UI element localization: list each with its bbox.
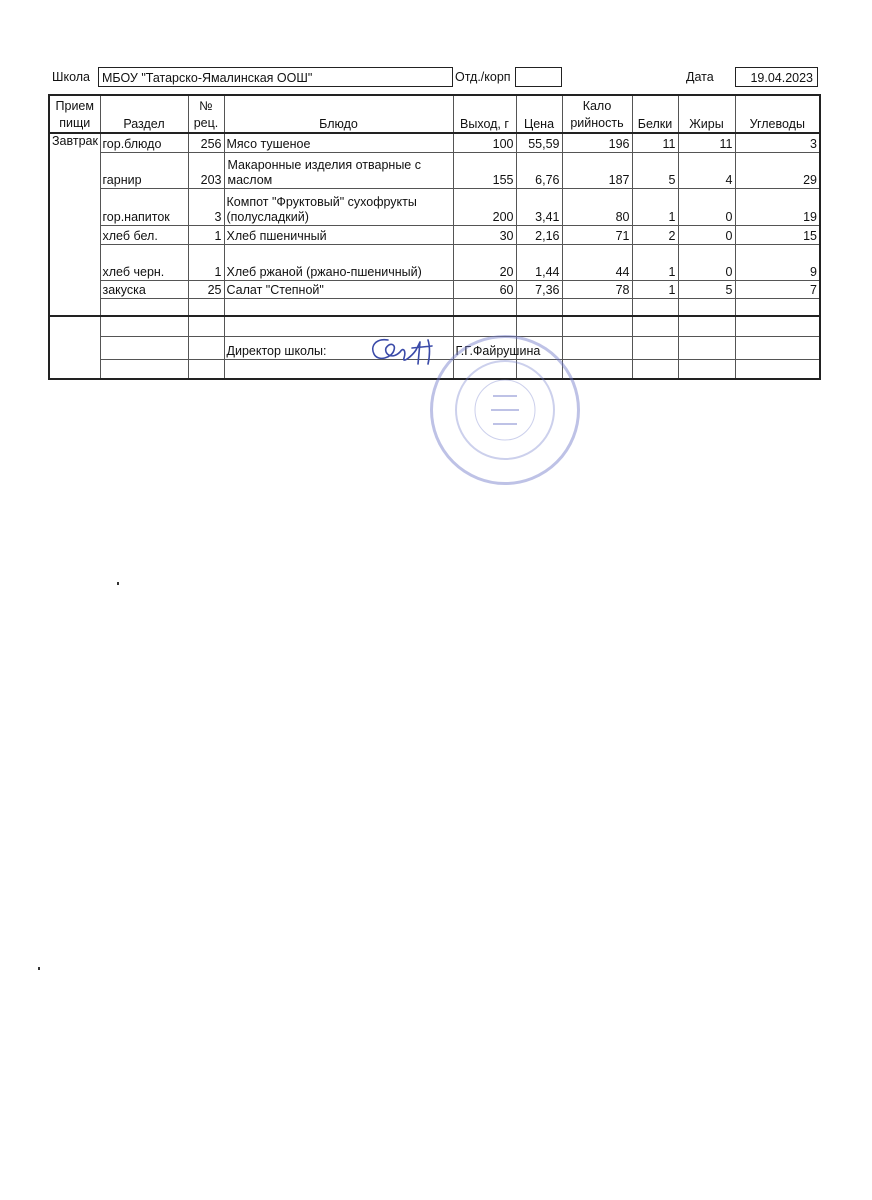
table-row <box>49 280 820 298</box>
school-stamp <box>430 335 580 485</box>
col-header-dish: Блюдо <box>224 95 453 133</box>
scan-speck <box>38 967 40 970</box>
col-header-price: Цена <box>516 95 562 133</box>
price-cell: 55,59 <box>516 133 562 152</box>
col-header-rec: № рец. <box>188 95 224 133</box>
col-header-section: Раздел <box>100 95 188 133</box>
price-cell: 7,36 <box>516 280 562 298</box>
table-header-row <box>49 95 820 133</box>
date-label: Дата <box>686 70 714 84</box>
footer-meal-cell <box>49 316 100 379</box>
rec-cell: 203 <box>188 152 224 188</box>
rec-cell: 3 <box>188 188 224 225</box>
director-label: Директор школы: <box>224 336 453 359</box>
table-row-empty <box>49 298 820 316</box>
table-row <box>49 188 820 225</box>
yield-cell: 20 <box>453 244 516 280</box>
col-header-carbs: Углеводы <box>735 95 820 133</box>
fat-cell: 0 <box>678 225 735 244</box>
protein-cell: 1 <box>632 188 678 225</box>
calories-cell: 44 <box>562 244 632 280</box>
signature-icon <box>366 334 446 368</box>
section-cell: гор.блюдо <box>100 133 188 152</box>
fat-cell: 4 <box>678 152 735 188</box>
calories-cell: 80 <box>562 188 632 225</box>
calories-cell: 196 <box>562 133 632 152</box>
carbs-cell: 19 <box>735 188 820 225</box>
carbs-cell: 3 <box>735 133 820 152</box>
rec-cell: 25 <box>188 280 224 298</box>
price-cell: 1,44 <box>516 244 562 280</box>
fat-cell: 11 <box>678 133 735 152</box>
fat-cell: 0 <box>678 244 735 280</box>
yield-cell: 100 <box>453 133 516 152</box>
col-header-yield: Выход, г <box>453 95 516 133</box>
dept-label: Отд./корп <box>455 70 511 84</box>
yield-cell: 200 <box>453 188 516 225</box>
calories-cell: 78 <box>562 280 632 298</box>
table-row <box>49 225 820 244</box>
dish-cell: Компот "Фруктовый" сухофрукты (полусладкий) <box>224 188 453 225</box>
price-cell: 6,76 <box>516 152 562 188</box>
section-cell: гарнир <box>100 152 188 188</box>
protein-cell: 1 <box>632 280 678 298</box>
scan-speck <box>117 582 119 585</box>
section-cell: гор.напиток <box>100 188 188 225</box>
price-cell: 3,41 <box>516 188 562 225</box>
dept-field <box>515 67 562 87</box>
col-header-fat: Жиры <box>678 95 735 133</box>
section-cell: закуска <box>100 280 188 298</box>
school-label: Школа <box>52 70 90 84</box>
dish-cell: Хлеб ржаной (ржано-пшеничный) <box>224 244 453 280</box>
footer-row <box>49 316 820 336</box>
director-name: Г.Г.Файрушина <box>453 336 516 359</box>
date-field: 19.04.2023 <box>735 67 818 87</box>
section-cell: хлеб черн. <box>100 244 188 280</box>
dish-cell: Салат "Степной" <box>224 280 453 298</box>
calories-cell: 71 <box>562 225 632 244</box>
table-row <box>49 133 820 152</box>
dish-cell: Макаронные изделия отварные с маслом <box>224 152 453 188</box>
yield-cell: 30 <box>453 225 516 244</box>
rec-cell: 1 <box>188 225 224 244</box>
carbs-cell: 29 <box>735 152 820 188</box>
rec-cell: 1 <box>188 244 224 280</box>
yield-cell: 155 <box>453 152 516 188</box>
section-cell: хлеб бел. <box>100 225 188 244</box>
col-header-protein: Белки <box>632 95 678 133</box>
fat-cell: 0 <box>678 188 735 225</box>
col-header-meal: Прием пищи <box>49 95 100 133</box>
meal-cell: Завтрак <box>49 133 100 316</box>
stamp-rings-icon <box>433 338 577 482</box>
protein-cell: 11 <box>632 133 678 152</box>
fat-cell: 5 <box>678 280 735 298</box>
col-header-calories: Кало рийность <box>562 95 632 133</box>
dish-cell: Хлеб пшеничный <box>224 225 453 244</box>
carbs-cell: 7 <box>735 280 820 298</box>
yield-cell: 60 <box>453 280 516 298</box>
carbs-cell: 9 <box>735 244 820 280</box>
table-row <box>49 244 820 280</box>
rec-cell: 256 <box>188 133 224 152</box>
dish-cell: Мясо тушеное <box>224 133 453 152</box>
calories-cell: 187 <box>562 152 632 188</box>
table-row <box>49 152 820 188</box>
school-name-field: МБОУ "Татарско-Ямалинская ООШ" <box>98 67 453 87</box>
carbs-cell: 15 <box>735 225 820 244</box>
protein-cell: 1 <box>632 244 678 280</box>
protein-cell: 5 <box>632 152 678 188</box>
price-cell: 2,16 <box>516 225 562 244</box>
protein-cell: 2 <box>632 225 678 244</box>
